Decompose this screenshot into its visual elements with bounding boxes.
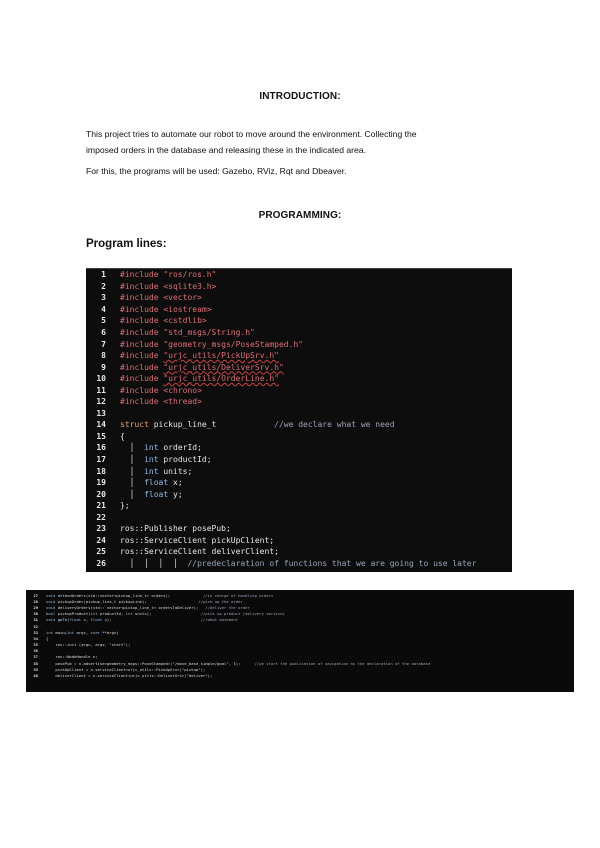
line-number: 37 bbox=[33, 654, 38, 660]
code-line bbox=[86, 338, 512, 350]
code-line bbox=[26, 672, 574, 678]
line-number: 21 bbox=[96, 501, 106, 511]
programs-paragraph: For this, the programs will be used: Gazebo, RViz, Rqt and Dbeaver. bbox=[86, 166, 347, 176]
code-text: #include "geometry_msgs/PoseStamped.h" bbox=[120, 339, 304, 349]
line-number: 30 bbox=[33, 611, 38, 617]
code-text: #include <cstdlib> bbox=[120, 316, 207, 326]
code-line bbox=[86, 419, 512, 431]
code-text: ros::Publisher posePub; bbox=[120, 524, 231, 534]
code-text: #include <vector> bbox=[120, 293, 202, 303]
code-text: │ int orderId; bbox=[120, 443, 202, 453]
line-number: 13 bbox=[96, 408, 106, 418]
line-number: 24 bbox=[96, 535, 106, 545]
line-number: 27 bbox=[33, 592, 38, 598]
code-line bbox=[86, 477, 512, 489]
code-text: ros::NodeHandle n; bbox=[46, 654, 98, 660]
code-line bbox=[86, 373, 512, 385]
line-number: 38 bbox=[33, 660, 38, 666]
line-number: 26 bbox=[96, 558, 106, 568]
code-text: { bbox=[120, 431, 125, 441]
code-line bbox=[86, 350, 512, 362]
code-line bbox=[86, 535, 512, 547]
code-line bbox=[86, 465, 512, 477]
code-text: deliverClient = n.serviceClient<urjc_utils::DeliverSrv>("deliver"); bbox=[46, 673, 213, 679]
intro-paragraph-line: This project tries to automate our robot to move around the environment. Collecting the bbox=[86, 129, 417, 139]
code-line bbox=[86, 315, 512, 327]
code-line bbox=[86, 384, 512, 396]
code-line bbox=[86, 500, 512, 512]
program-lines-subheading: Program lines: bbox=[86, 238, 167, 250]
code-text: int main(int argc, char **argv) bbox=[46, 629, 119, 635]
line-number: 18 bbox=[96, 466, 106, 476]
code-line bbox=[86, 488, 512, 500]
code-text: #include "urjc_utils/PickUpSrv.h" bbox=[120, 351, 279, 361]
code-line bbox=[86, 281, 512, 293]
line-number: 31 bbox=[33, 617, 38, 623]
code-screenshot-2 bbox=[26, 590, 574, 692]
code-line bbox=[86, 327, 512, 339]
code-text: │ float x; bbox=[120, 478, 183, 488]
line-number: 39 bbox=[33, 666, 38, 672]
line-number: 32 bbox=[33, 623, 38, 629]
intro-paragraph-line: imposed orders in the database and releasing these in the indicated area. bbox=[86, 145, 366, 155]
line-number: 35 bbox=[33, 642, 38, 648]
code-text: #include <thread> bbox=[120, 397, 202, 407]
code-text: void deliveryOrders(std:: vector<pickup_line_t> ordersToDeliver); //deliver the order bbox=[46, 604, 250, 610]
line-number: 29 bbox=[33, 604, 38, 610]
code-text: { bbox=[46, 635, 49, 641]
line-number: 12 bbox=[96, 397, 106, 407]
code-text: pickUpClient = n.serviceClient<urjc_utils::PickUpSrv>("pickup"); bbox=[46, 666, 206, 672]
line-number: 11 bbox=[96, 385, 106, 395]
code-text: #include "ros/ros.h" bbox=[120, 270, 217, 280]
code-text: ros::init (argc, argv, "start"); bbox=[46, 642, 131, 648]
line-number: 22 bbox=[96, 512, 106, 522]
code-text: ros::ServiceClient pickUpClient; bbox=[120, 535, 275, 545]
code-line bbox=[86, 361, 512, 373]
line-number: 19 bbox=[96, 478, 106, 488]
code-text: #include "urjc_utils/OrderLine.h" bbox=[120, 374, 279, 384]
code-text: }; bbox=[120, 501, 130, 511]
code-text: │ int productId; bbox=[120, 455, 212, 465]
code-text: │ float y; bbox=[120, 489, 183, 499]
programming-heading: PROGRAMMING: bbox=[258, 210, 342, 221]
code-text: #include <iostream> bbox=[120, 304, 212, 314]
code-line bbox=[86, 442, 512, 454]
line-number: 36 bbox=[33, 648, 38, 654]
line-number: 10 bbox=[96, 374, 106, 384]
line-number: 8 bbox=[101, 351, 106, 361]
introduction-heading: INTRODUCTION: bbox=[259, 91, 341, 102]
code-line bbox=[86, 408, 512, 420]
code-line bbox=[86, 292, 512, 304]
code-text: │ │ │ │ //predeclaration of functions that we are going to use later bbox=[120, 558, 477, 568]
line-number: 7 bbox=[101, 339, 106, 349]
code-line bbox=[86, 546, 512, 558]
code-line bbox=[86, 396, 512, 408]
line-number: 4 bbox=[101, 304, 106, 314]
line-number: 16 bbox=[96, 443, 106, 453]
code-text: #include <chrono> bbox=[120, 385, 202, 395]
code-line bbox=[86, 269, 512, 281]
line-number: 9 bbox=[101, 362, 106, 372]
code-text: #include "urjc_utils/DeliverSrv.h" bbox=[120, 362, 284, 372]
code-text: void pickupOrder(pickup_line_t pickupLine); //pick up the order bbox=[46, 598, 243, 604]
code-line bbox=[86, 454, 512, 466]
line-number: 28 bbox=[33, 598, 38, 604]
line-number: 20 bbox=[96, 489, 106, 499]
line-number: 15 bbox=[96, 431, 106, 441]
line-number: 2 bbox=[101, 281, 106, 291]
code-line bbox=[86, 431, 512, 443]
line-number: 34 bbox=[33, 635, 38, 641]
code-screenshot-1 bbox=[86, 268, 512, 572]
code-line bbox=[86, 511, 512, 523]
line-number: 40 bbox=[33, 673, 38, 679]
code-line bbox=[86, 558, 512, 570]
line-number: 3 bbox=[101, 293, 106, 303]
line-number: 14 bbox=[96, 420, 106, 430]
code-text: │ int units; bbox=[120, 466, 193, 476]
code-text: #include "std_msgs/String.h" bbox=[120, 328, 255, 337]
code-text: void goTo(float x, float y); //robot movement bbox=[46, 617, 239, 623]
code-text: struct pickup_line_t //we declare what we need bbox=[120, 420, 395, 430]
line-number: 33 bbox=[33, 629, 38, 635]
code-text: void attendOrders(std::vector<pickup_line_t> orders); //in charge of handling orders bbox=[46, 592, 274, 598]
line-number: 23 bbox=[96, 524, 106, 534]
line-number: 1 bbox=[101, 270, 106, 280]
line-number: 5 bbox=[101, 316, 106, 326]
code-line bbox=[86, 304, 512, 316]
intro-paragraph bbox=[86, 126, 516, 158]
code-line bbox=[86, 523, 512, 535]
code-text: #include <sqlite3.h> bbox=[120, 281, 217, 291]
code-text: ros::ServiceClient deliverClient; bbox=[120, 547, 279, 557]
line-number: 25 bbox=[96, 547, 106, 557]
code-text: bool pickupProduct(int productId, int units); //pick up product (delivery service) bbox=[46, 611, 285, 617]
line-number: 17 bbox=[96, 455, 106, 465]
code-text: posePub = n.advertise<geometry_msgs::PoseStamped>("/move_base_simple/goal", 1); //we start the publication of navigation as the declaration of the database bbox=[46, 660, 431, 666]
line-number: 6 bbox=[101, 328, 106, 337]
